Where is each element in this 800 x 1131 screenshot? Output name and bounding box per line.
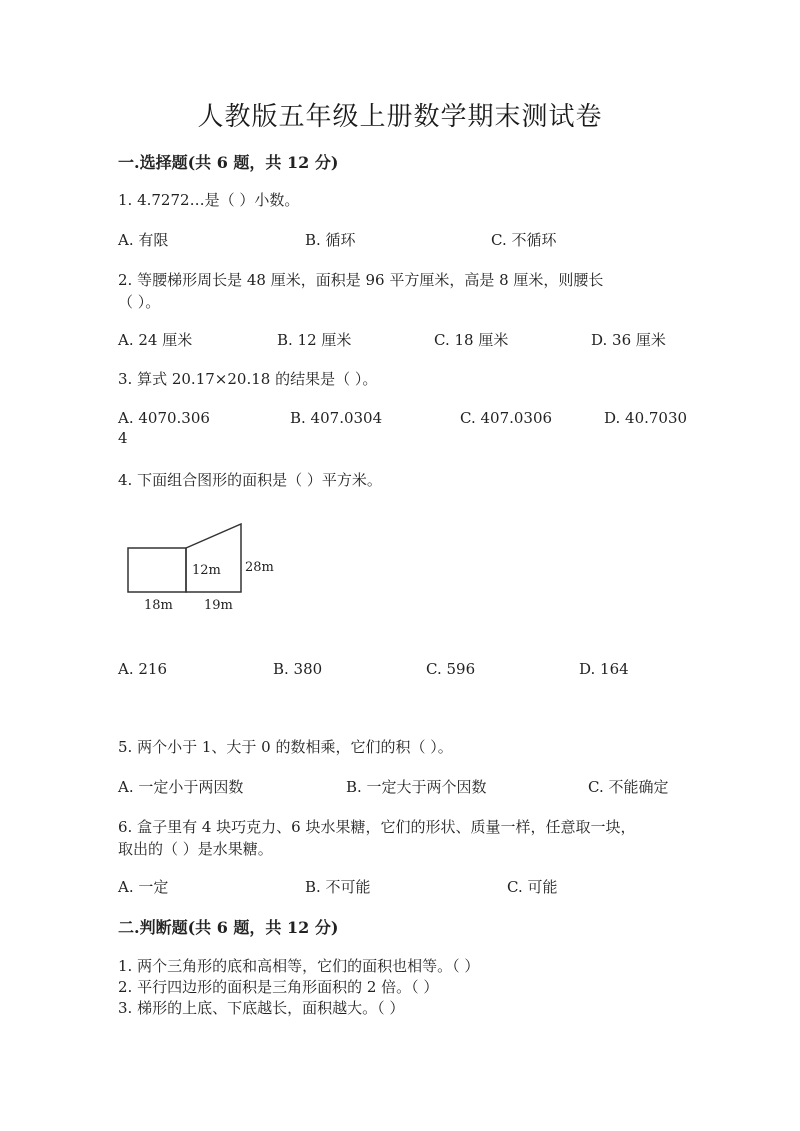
- section-heading-judgment: 二.判断题(共 6 题，共 12 分): [118, 918, 339, 937]
- judgment-item-3: 3. 梯形的上底、下底越长，面积越大。（ ）: [118, 999, 405, 1017]
- section-heading-choice: 一.选择题(共 6 题，共 12 分): [118, 153, 339, 172]
- question-6: 6. 盒子里有 4 块巧克力、6 块水果糖，它们的形状、质量一样，任意取一块，: [118, 818, 636, 836]
- question-2-option-c: C. 18 厘米: [434, 331, 509, 349]
- question-5-option-b: B. 一定大于两个因数: [346, 778, 487, 796]
- question-4: 4. 下面组合图形的面积是（ ）平方米。: [118, 471, 382, 489]
- question-4-option-c: C. 596: [426, 660, 476, 678]
- question-3-option-b: B. 407.0304: [290, 409, 383, 427]
- figure-label-right-width: 19m: [204, 598, 233, 613]
- question-6-option-a: A. 一定: [118, 878, 169, 896]
- question-6-option-c: C. 可能: [507, 878, 558, 896]
- question-1-option-c: C. 不循环: [491, 231, 557, 249]
- question-3-option-wrap: 4: [118, 429, 128, 447]
- question-2-option-a: A. 24 厘米: [118, 331, 193, 349]
- page-title: 人教版五年级上册数学期末测试卷: [197, 102, 603, 132]
- composite-figure: [118, 515, 288, 615]
- figure-rectangle: [128, 548, 186, 592]
- judgment-item-1: 1. 两个三角形的底和高相等，它们的面积也相等。（ ）: [118, 957, 480, 975]
- question-4-option-b: B. 380: [273, 660, 323, 678]
- question-1-option-a: A. 有限: [118, 231, 169, 249]
- question-2-continued: （ ）。: [118, 293, 161, 311]
- question-5-option-c: C. 不能确定: [588, 778, 669, 796]
- question-1: 1. 4.7272…是（ ）小数。: [118, 191, 300, 209]
- question-2-option-d: D. 36 厘米: [591, 331, 666, 349]
- question-4-option-d: D. 164: [579, 660, 629, 678]
- question-2-option-b: B. 12 厘米: [277, 331, 352, 349]
- question-5-option-a: A. 一定小于两因数: [118, 778, 244, 796]
- question-6-option-b: B. 不可能: [305, 878, 371, 896]
- question-3-option-c: C. 407.0306: [460, 409, 553, 427]
- figure-label-inner-height: 12m: [192, 563, 221, 578]
- figure-label-left-width: 18m: [144, 598, 173, 613]
- figure-label-outer-height: 28m: [245, 560, 274, 575]
- question-2: 2. 等腰梯形周长是 48 厘米，面积是 96 平方厘米，高是 8 厘米，则腰长: [118, 271, 604, 289]
- question-4-option-a: A. 216: [118, 660, 167, 678]
- judgment-item-2: 2. 平行四边形的面积是三角形面积的 2 倍。（ ）: [118, 978, 439, 996]
- question-6-continued: 取出的（ ）是水果糖。: [118, 840, 273, 858]
- question-3: 3. 算式 20.17×20.18 的结果是（ ）。: [118, 370, 378, 388]
- question-3-option-a: A. 4070.306: [118, 409, 210, 427]
- figure-trapezoid: [186, 524, 241, 592]
- question-1-option-b: B. 循环: [305, 231, 356, 249]
- question-3-option-d: D. 40.7030: [604, 409, 688, 427]
- question-5: 5. 两个小于 1、大于 0 的数相乘，它们的积（ ）。: [118, 738, 453, 756]
